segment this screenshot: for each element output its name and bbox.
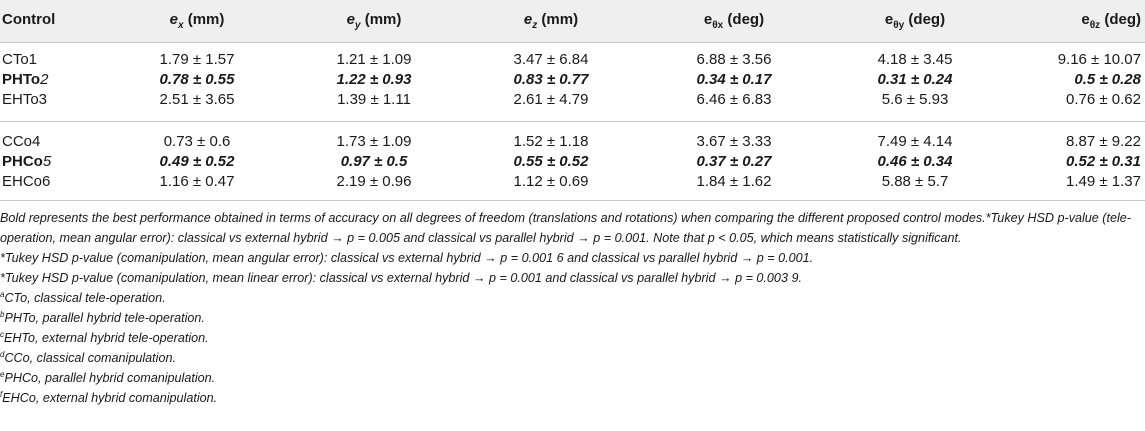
cell-ex: 0.78 ± 0.55 xyxy=(159,71,235,88)
cell-ey: 1.39 ± 1.11 xyxy=(337,91,411,108)
cell-etheta-z: 0.5 ± 0.28 xyxy=(1074,71,1141,88)
table-row xyxy=(0,51,1145,71)
cell-etheta-z: 1.49 ± 1.37 xyxy=(1066,173,1141,190)
cell-ez: 0.55 ± 0.52 xyxy=(513,153,589,170)
table-row xyxy=(0,71,1145,91)
table-row xyxy=(0,91,1145,111)
cell-etheta-y: 0.46 ± 0.34 xyxy=(877,153,953,170)
note-tukey-linear: *Tukey HSD p-value (comanipulation, mean linear error): classical vs external hybrid → p = 0.001 and classical vs parallel hybrid → p = 0.003 9. xyxy=(0,271,802,285)
cell-ey: 2.19 ± 0.96 xyxy=(336,173,412,190)
cell-etheta-x: 0.34 ± 0.17 xyxy=(696,71,772,88)
cell-ex: 1.79 ± 1.57 xyxy=(159,51,235,68)
cell-ey: 1.73 ± 1.09 xyxy=(336,133,412,150)
cell-ex: 0.73 ± 0.6 xyxy=(163,133,231,150)
header-ez: $e_z$ (mm) xyxy=(523,11,579,31)
cell-ey: 0.97 ± 0.5 xyxy=(340,153,408,170)
cell-ex: 0.49 ± 0.52 xyxy=(159,153,235,170)
cell-ez: 1.52 ± 1.18 xyxy=(513,133,589,150)
cell-etheta-x: 1.84 ± 1.62 xyxy=(696,173,772,190)
cell-ex: 1.16 ± 0.47 xyxy=(159,173,235,190)
cell-control: PHTo2 xyxy=(2,71,49,88)
cell-ez: 0.83 ± 0.77 xyxy=(513,71,589,88)
cell-etheta-z: 8.87 ± 9.22 xyxy=(1066,133,1141,150)
cell-ez: 1.12 ± 0.69 xyxy=(513,173,589,190)
header-control: Control xyxy=(2,11,56,28)
header-ey: $e_y$ (mm) xyxy=(346,11,402,31)
footnote-a: $^a$CTo, classical tele-operation. xyxy=(0,290,166,305)
cell-etheta-z: 0.76 ± 0.62 xyxy=(1066,91,1141,108)
footnote-c: $^c$EHTo, external hybrid tele-operation. xyxy=(0,330,209,345)
table-footnotes xyxy=(0,208,1140,408)
cell-control: EHCo6 xyxy=(2,173,51,190)
footnote-f: $^f$EHCo, external hybrid comanipulation. xyxy=(0,390,218,405)
header-etheta-z: $e_{\theta z}$ (deg) xyxy=(1081,11,1141,31)
table-row xyxy=(0,133,1145,153)
header-etheta-x: $e_{\theta x}$ (deg) xyxy=(703,11,765,31)
table-row xyxy=(0,173,1145,193)
footnote-d: $^d$CCo, classical comanipulation. xyxy=(0,350,176,365)
cell-control: CCo4 xyxy=(2,133,41,150)
note-bold: Bold represents the best performance obtained in terms of accuracy on all degrees of freedom (translations and rotations) when comparing the different proposed control modes.*Tukey HSD p-value (tele-operation, mean angular error): classical vs external hybrid → p = 0.005 and classical vs parallel hybrid → p = 0.001. Note that p < 0.05, which means statistically significant. xyxy=(0,211,1131,245)
cell-etheta-y: 0.31 ± 0.24 xyxy=(877,71,953,88)
table-bottom-rule xyxy=(0,200,1145,201)
cell-control: CTo1 xyxy=(2,51,38,68)
cell-etheta-y: 5.6 ± 5.93 xyxy=(881,91,949,108)
cell-etheta-z: 9.16 ± 10.07 xyxy=(1057,51,1141,68)
table-header-row xyxy=(0,0,1145,43)
cell-ey: 1.21 ± 1.09 xyxy=(336,51,412,68)
cell-etheta-x: 6.88 ± 3.56 xyxy=(696,51,772,68)
cell-ez: 3.47 ± 6.84 xyxy=(513,51,589,68)
cell-etheta-x: 3.67 ± 3.33 xyxy=(696,133,772,150)
table-row xyxy=(0,153,1145,173)
cell-ez: 2.61 ± 4.79 xyxy=(513,91,589,108)
header-etheta-y: $e_{\theta y}$ (deg) xyxy=(884,11,946,31)
cell-ey: 1.22 ± 0.93 xyxy=(336,71,412,88)
group-divider xyxy=(0,121,1145,122)
cell-control: EHTo3 xyxy=(2,91,48,108)
cell-etheta-x: 0.37 ± 0.27 xyxy=(696,153,772,170)
cell-etheta-y: 7.49 ± 4.14 xyxy=(877,133,953,150)
cell-etheta-y: 4.18 ± 3.45 xyxy=(877,51,953,68)
note-tukey-angular: *Tukey HSD p-value (comanipulation, mean angular error): classical vs external hybrid → p = 0.001 6 and classical vs parallel hybrid → p = 0.001. xyxy=(0,251,814,265)
cell-etheta-x: 6.46 ± 6.83 xyxy=(696,91,772,108)
header-ex: $e_x$ (mm) xyxy=(169,11,225,31)
cell-etheta-y: 5.88 ± 5.7 xyxy=(881,173,949,190)
cell-control: PHCo5 xyxy=(2,153,52,170)
cell-etheta-z: 0.52 ± 0.31 xyxy=(1066,153,1141,170)
footnote-b: $^b$PHTo, parallel hybrid tele-operation. xyxy=(0,310,205,325)
footnote-e: $^e$PHCo, parallel hybrid comanipulation. xyxy=(0,370,216,385)
cell-ex: 2.51 ± 3.65 xyxy=(159,91,235,108)
